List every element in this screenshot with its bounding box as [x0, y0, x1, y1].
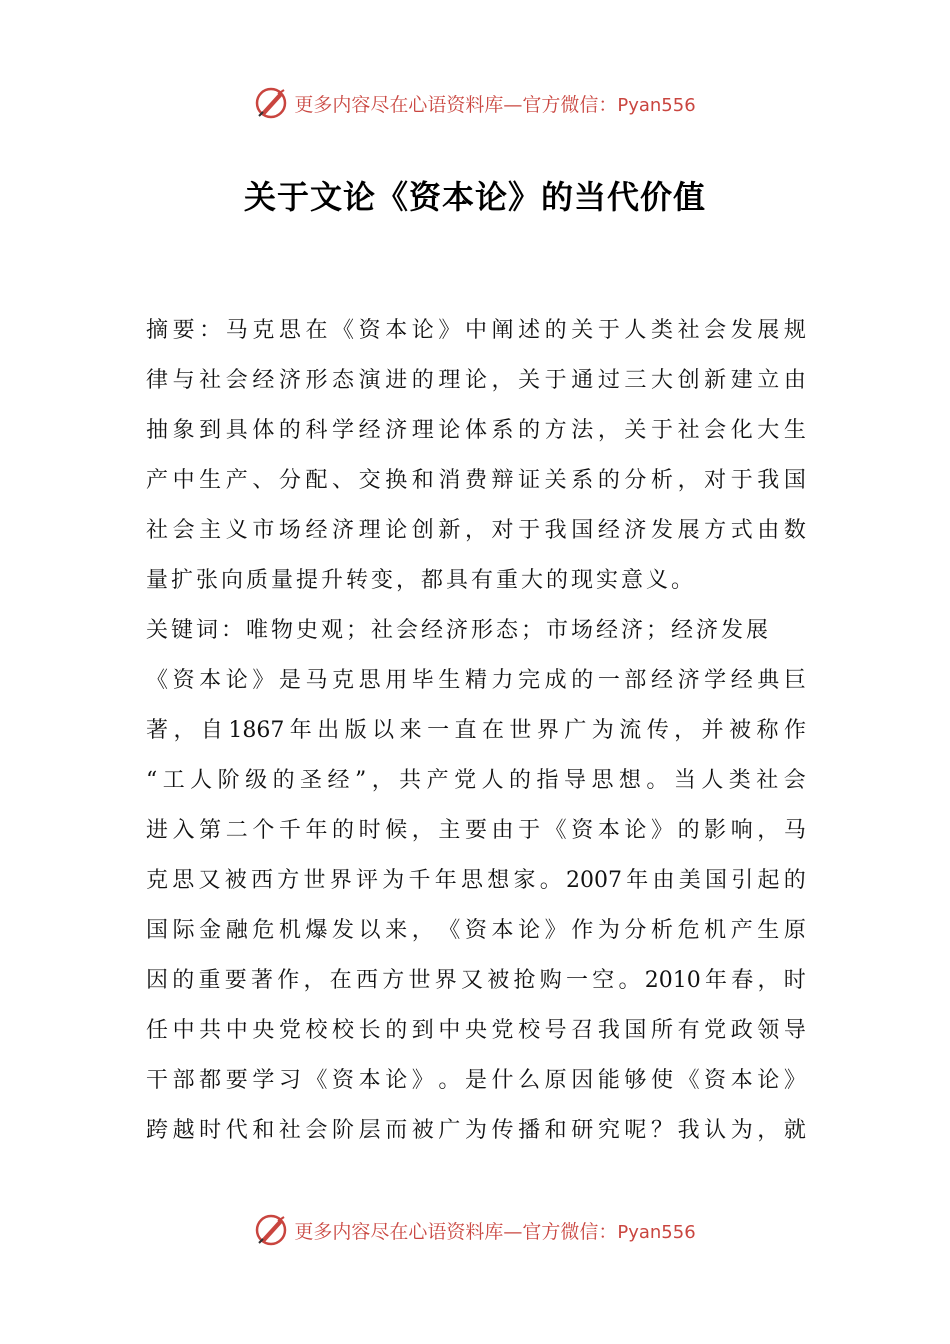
- paragraph-line: 进 入 第 二 个 千 年 的 时 候 ， 主 要 由 于 《 资 本 论 》 的 影 响 ， 马: [146, 818, 806, 843]
- paragraph-line: 跨 越 时 代 和 社 会 阶 层 而 被 广 为 传 播 和 研 究 呢 ？ 我 认 为 ， 就: [146, 1118, 806, 1143]
- watermark-text: 更多内容尽在心语资料库—官方微信：Pyan556: [294, 93, 696, 116]
- paragraph-line: 任 中 共 中 央 党 校 校 长 的 到 中 央 党 校 号 召 我 国 所 有 党 政 领 导: [146, 1018, 806, 1043]
- paragraph-line: 量扩张向质量提升转变，都具有重大的现实意义。: [146, 568, 697, 593]
- paragraph-line: 抽 象 到 具 体 的 科 学 经 济 理 论 体 系 的 方 法 ， 关 于 社 会 化 大 生: [146, 418, 806, 443]
- quill-pen-logo-icon: [254, 1213, 288, 1247]
- paragraph-line: 国 际 金 融 危 机 爆 发 以 来 ， 《 资 本 论 》 作 为 分 析 危 机 产 生 原: [146, 918, 806, 943]
- document-body: [146, 306, 806, 1156]
- paragraph-line: 社 会 主 义 市 场 经 济 理 论 创 新 ， 对 于 我 国 经 济 发 展 方 式 由 数: [146, 518, 806, 543]
- watermark-wechat-id: Pyan556: [617, 94, 696, 116]
- paragraph-line: 干 部 都 要 学 习 《 资 本 论 》 。 是 什 么 原 因 能 够 使 《 资 本 论 》: [146, 1068, 806, 1093]
- paragraph-line: 产 中 生 产 、 分 配 、 交 换 和 消 费 辩 证 关 系 的 分 析 ， 对 于 我 国: [146, 468, 806, 493]
- paragraph-line: 摘 要 ： 马 克 思 在 《 资 本 论 》 中 阐 述 的 关 于 人 类 社 会 发 展 规: [146, 318, 806, 343]
- watermark-text: 更多内容尽在心语资料库—官方微信：Pyan556: [294, 1220, 696, 1243]
- watermark-banner-top: [0, 83, 950, 123]
- paragraph-line: 关键词：唯物史观；社会经济形态；市场经济；经济发展: [146, 618, 772, 643]
- paragraph-line: 著 ， 自 1867 年 出 版 以 来 一 直 在 世 界 广 为 流 传 ， 并 被 称 作: [146, 718, 806, 743]
- quill-pen-logo-icon: [254, 86, 288, 120]
- paragraph-line: 《 资 本 论 》 是 马 克 思 用 毕 生 精 力 完 成 的 一 部 经 济 学 经 典 巨: [146, 668, 806, 693]
- watermark-banner-bottom: [0, 1210, 950, 1250]
- paragraph-line: 克 思 又 被 西 方 世 界 评 为 千 年 思 想 家 。 2007 年 由 美 国 引 起 的: [146, 868, 806, 893]
- paragraph-line: “ 工 人 阶 级 的 圣 经 ” ， 共 产 党 人 的 指 导 思 想 。 当 人 类 社 会: [146, 768, 806, 793]
- document-title: 关于文论《资本论》的当代价值: [243, 178, 706, 216]
- paragraph-line: 因 的 重 要 著 作 ， 在 西 方 世 界 又 被 抢 购 一 空 。 2010 年 春 ， 时: [146, 968, 806, 993]
- watermark-wechat-id: Pyan556: [617, 1221, 696, 1243]
- paragraph-line: 律 与 社 会 经 济 形 态 演 进 的 理 论 ， 关 于 通 过 三 大 创 新 建 立 由: [146, 368, 806, 393]
